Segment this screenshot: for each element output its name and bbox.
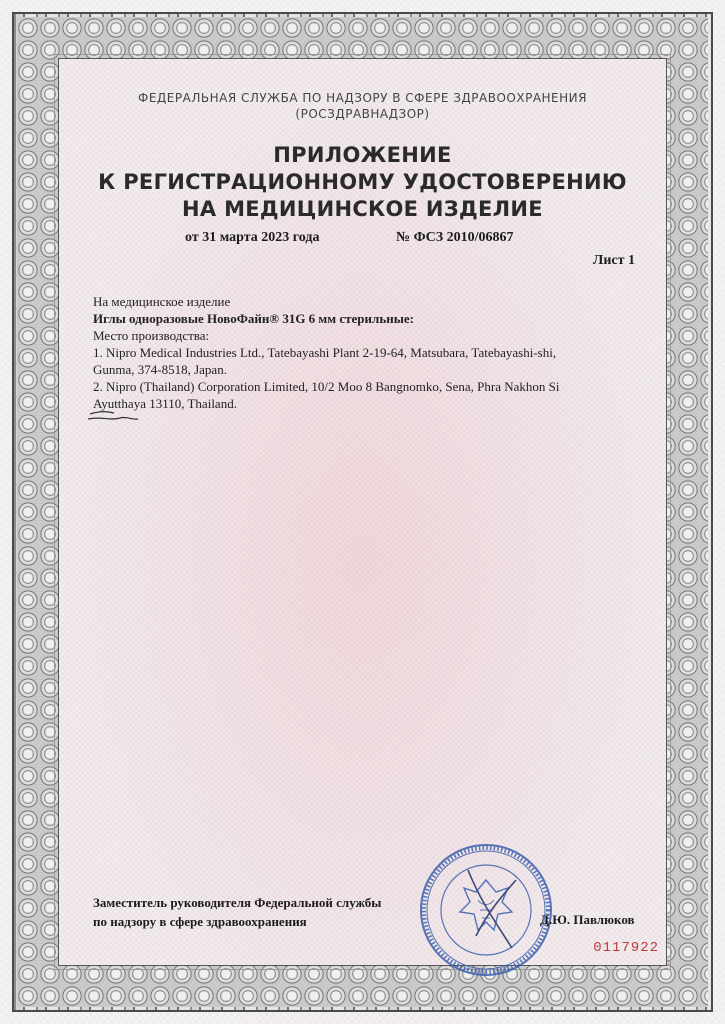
initials-mark [84,408,144,428]
issue-date: от 31 марта 2023 года [185,230,320,245]
signer-title-line-2: по надзору в сфере здравоохранения [93,914,307,929]
title-line-1: ПРИЛОЖЕНИЕ [273,143,452,167]
signer-name: Д.Ю. Павлюков [540,912,635,927]
document-title [60,142,665,223]
title-line-3: НА МЕДИЦИНСКОЕ ИЗДЕЛИЕ [182,197,543,221]
agency-name [60,90,665,122]
site-2-line-1: 2. Nipro (Thailand) Corporation Limited, 10/2 Moo 8 Bangnomko, Sena, Phra Nakhon Si [93,379,560,394]
title-line-2: К РЕГИСТРАЦИОННОМУ УДОСТОВЕРЕНИЮ [98,170,627,194]
site-2-line-2: Ayutthaya 13110, Thailand. [93,396,237,411]
agency-line-2: (РОСЗДРАВНАДЗОР) [295,107,430,121]
serial-number: 0117922 [593,940,659,956]
place-label: Место производства: [93,328,210,343]
site-1-line-1: 1. Nipro Medical Industries Ltd., Tatebayashi Plant 2-19-64, Matsubara, Tatebayashi-shi, [93,345,557,360]
certificate-number: № ФСЗ 2010/06867 [396,230,514,245]
site-1-line-2: Gunma, 374-8518, Japan. [93,362,227,377]
intro-text: На медицинское изделие [93,294,231,309]
agency-line-1: ФЕДЕРАЛЬНАЯ СЛУЖБА ПО НАДЗОРУ В СФЕРЕ ЗДРАВООХРАНЕНИЯ [138,91,587,105]
document-body [93,293,648,412]
product-name: Иглы одноразовые НовоФайн® 31G 6 мм стерильные: [93,311,414,326]
official-seal-stamp [416,840,556,980]
sheet-number: Лист 1 [592,253,635,268]
signer-title-line-1: Заместитель руководителя Федеральной службы [93,895,382,910]
signer-title [93,893,381,931]
